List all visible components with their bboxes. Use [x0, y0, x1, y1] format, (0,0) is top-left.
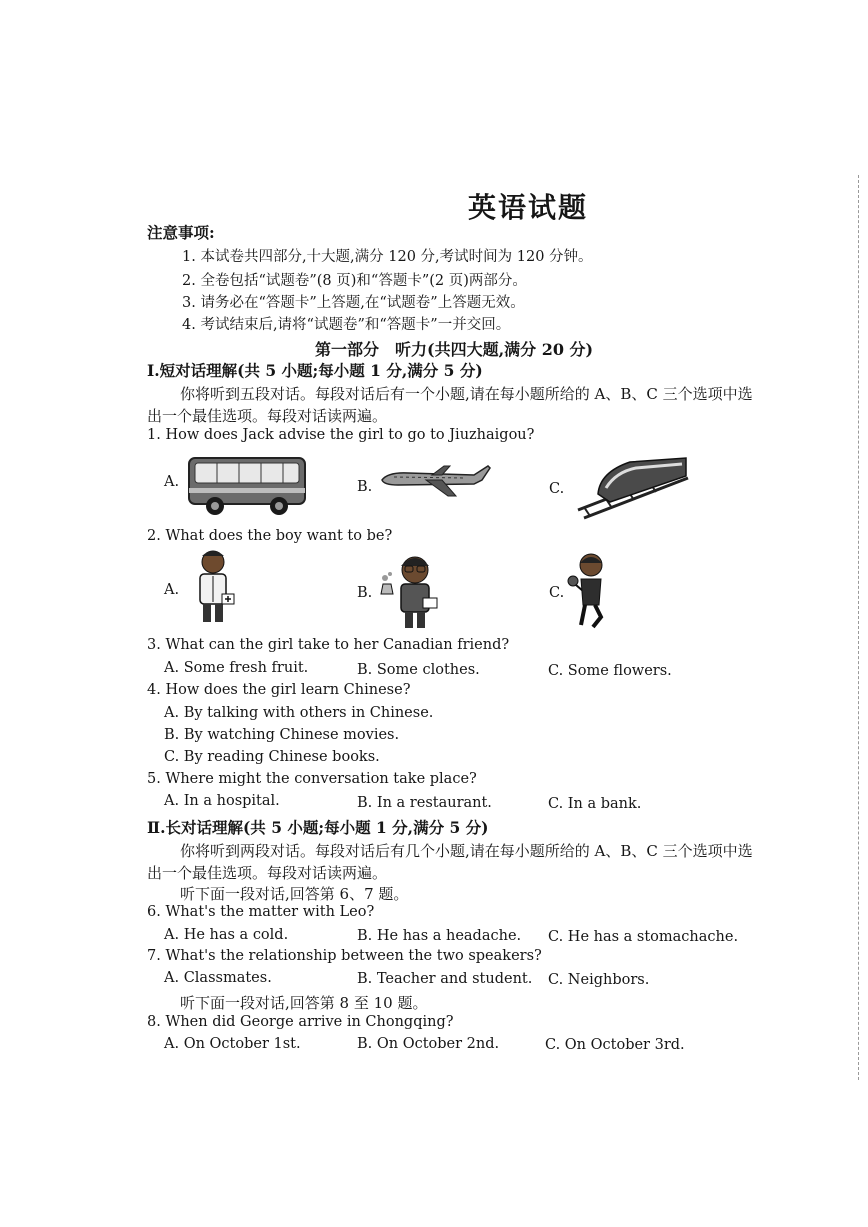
option-label-c: C.	[549, 585, 565, 601]
question-7: 7. What's the relationship between the two speakers?	[147, 948, 542, 964]
option-b: B. By watching Chinese movies.	[164, 727, 400, 743]
bus-icon	[185, 452, 309, 518]
question-3: 3. What can the girl take to her Canadian friend?	[147, 637, 510, 653]
question-2: 2. What does the boy want to be?	[147, 528, 393, 544]
section2-heading: Ⅱ.长对话理解(共 5 小题;每小题 1 分,满分 5 分)	[147, 818, 489, 837]
option-a: A. By talking with others in Chinese.	[164, 705, 434, 721]
option-c: C. In a bank.	[548, 796, 642, 812]
section2-subinstruction: 听下面一段对话,回答第 8 至 10 题。	[180, 994, 428, 1012]
section2-instruction: 你将听到两段对话。每段对话后有几个小题,请在每小题所给的 A、B、C 三个选项中选	[180, 842, 753, 860]
option-label-b: B.	[357, 585, 373, 601]
section2-instruction: 出一个最佳选项。每段对话读两遍。	[147, 864, 388, 882]
option-a: A. Some fresh fruit.	[164, 660, 309, 676]
notice-heading: 注意事项:	[147, 223, 215, 242]
question-8: 8. When did George arrive in Chongqing?	[147, 1014, 454, 1030]
train-icon	[570, 452, 690, 522]
option-label-a: A.	[164, 582, 180, 598]
notice-item: 2. 全卷包括“试题卷”(8 页)和“答题卡”(2 页)两部分。	[182, 273, 527, 289]
section1-instruction: 出一个最佳选项。每段对话读两遍。	[147, 407, 388, 425]
option-a: A. He has a cold.	[164, 927, 289, 943]
section1-instruction: 你将听到五段对话。每段对话后有一个小题,请在每小题所给的 A、B、C 三个选项中选	[180, 385, 753, 403]
option-b: B. He has a headache.	[357, 928, 522, 944]
airplane-icon	[378, 460, 492, 498]
notice-item: 1. 本试卷共四部分,十大题,满分 120 分,考试时间为 120 分钟。	[182, 249, 593, 265]
question-5: 5. Where might the conversation take place?	[147, 771, 477, 787]
dancer-icon	[567, 551, 611, 631]
page-title: 英语试题	[468, 191, 589, 224]
option-a: A. On October 1st.	[164, 1036, 301, 1052]
option-c: C. Some flowers.	[548, 663, 672, 679]
option-a: A. In a hospital.	[164, 793, 280, 809]
option-b: B. On October 2nd.	[357, 1036, 500, 1052]
part1-heading: 第一部分 听力(共四大题,满分 20 分)	[315, 340, 594, 359]
option-label-b: B.	[357, 479, 373, 495]
scientist-icon	[377, 548, 439, 630]
doctor-icon	[192, 548, 236, 626]
question-4: 4. How does the girl learn Chinese?	[147, 682, 411, 698]
option-c: C. Neighbors.	[548, 972, 650, 988]
notice-item: 4. 考试结束后,请将“试题卷”和“答题卡”一并交回。	[182, 317, 511, 333]
option-c: C. By reading Chinese books.	[164, 749, 380, 765]
section1-heading: Ⅰ.短对话理解(共 5 小题;每小题 1 分,满分 5 分)	[147, 361, 483, 380]
notice-item: 3. 请务必在“答题卡”上答题,在“试题卷”上答题无效。	[182, 295, 525, 311]
option-label-c: C.	[549, 481, 565, 497]
option-label-a: A.	[164, 474, 180, 490]
option-b: B. In a restaurant.	[357, 795, 492, 811]
option-b: B. Teacher and student.	[357, 971, 533, 987]
binding-margin-line	[858, 175, 859, 1080]
question-6: 6. What's the matter with Leo?	[147, 904, 375, 920]
option-c: C. He has a stomachache.	[548, 929, 739, 945]
option-a: A. Classmates.	[164, 970, 272, 986]
question-1: 1. How does Jack advise the girl to go to Jiuzhaigou?	[147, 427, 535, 443]
option-c: C. On October 3rd.	[545, 1037, 685, 1053]
option-b: B. Some clothes.	[357, 662, 480, 678]
section2-subinstruction: 听下面一段对话,回答第 6、7 题。	[180, 885, 409, 903]
